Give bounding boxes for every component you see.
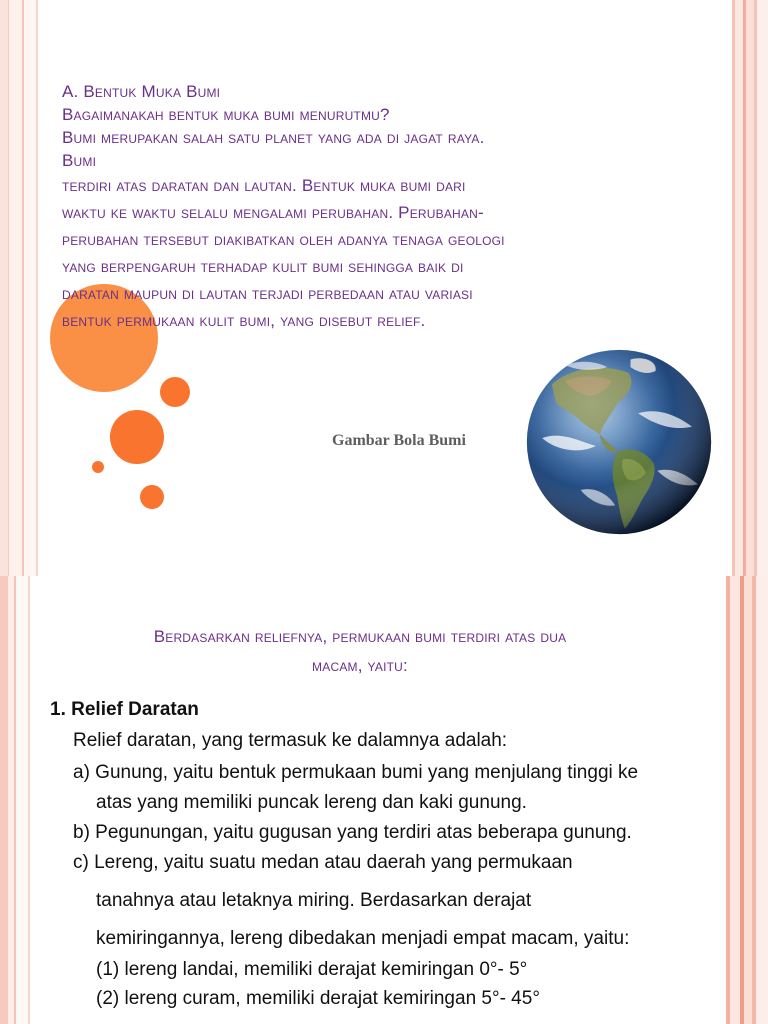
decorative-stripes-right (722, 576, 768, 1024)
text-line: perubahan tersebut diakibatkan oleh adanya tenaga geologi (62, 230, 505, 249)
slide-2-heading (60, 622, 660, 680)
slide-title: A. Bentuk Muka Bumi (62, 82, 221, 101)
decorative-circle-small (160, 377, 190, 407)
text-line: Bumi (62, 151, 97, 170)
text-line: daratan maupun di lautan terjadi perbedaan atau variasi (62, 284, 473, 303)
item-a-line: a) Gunung, yaitu bentuk permukaan bumi yang menjulang tinggi ke (73, 762, 639, 783)
slide-1-text-block (62, 80, 662, 334)
intro-line: Relief daratan, yang termasuk ke dalamnya adalah: (73, 730, 508, 751)
item-c-line: kemiringannya, lereng dibedakan menjadi empat macam, yaitu: (96, 928, 630, 949)
text-line: yang berpengaruh terhadap kulit bumi sehingga baik di (62, 257, 464, 276)
section-title: 1. Relief Daratan (50, 699, 199, 720)
text-line: Bumi merupakan salah satu planet yang ada di jagat raya. (62, 128, 485, 147)
text-line: bentuk permukaan kulit bumi, yang disebut relief. (62, 311, 426, 330)
decorative-stripes-left (0, 576, 44, 1024)
decorative-stripes-right (728, 0, 768, 576)
item-b-line: b) Pegunungan, yaitu gugusan yang terdiri atas beberapa gunung. (73, 822, 632, 843)
heading-line: macam, yaitu: (312, 656, 408, 675)
question-line: Bagaimanakah bentuk muka bumi menurutmu? (62, 105, 390, 124)
item-c-line: tanahnya atau letaknya miring. Berdasarkan derajat (96, 890, 532, 911)
item-c-line: c) Lereng, yaitu suatu medan atau daerah yang permukaan (73, 852, 573, 873)
heading-line: Berdasarkan reliefnya, permukaan bumi terdiri atas dua (153, 627, 567, 646)
decorative-stripes-left (0, 0, 50, 576)
decorative-circle-medium (110, 410, 164, 464)
sub-item-line: (1) lereng landai, memiliki derajat kemiringan 0°- 5° (96, 959, 528, 980)
sub-item-line: (2) lereng curam, memiliki derajat kemiringan 5°- 45° (96, 988, 540, 1009)
image-caption: Gambar Bola Bumi (332, 432, 466, 449)
decorative-circle-tiny (92, 461, 104, 473)
earth-globe-image (523, 346, 715, 538)
slide-2 (0, 576, 768, 1024)
text-line: terdiri atas daratan dan lautan. Bentuk muka bumi dari (62, 176, 466, 195)
decorative-circle-small (140, 485, 164, 509)
text-line: waktu ke waktu selalu mengalami perubahan. Perubahan- (62, 203, 484, 222)
item-a-line: atas yang memiliki puncak lereng dan kaki gunung. (96, 792, 527, 813)
